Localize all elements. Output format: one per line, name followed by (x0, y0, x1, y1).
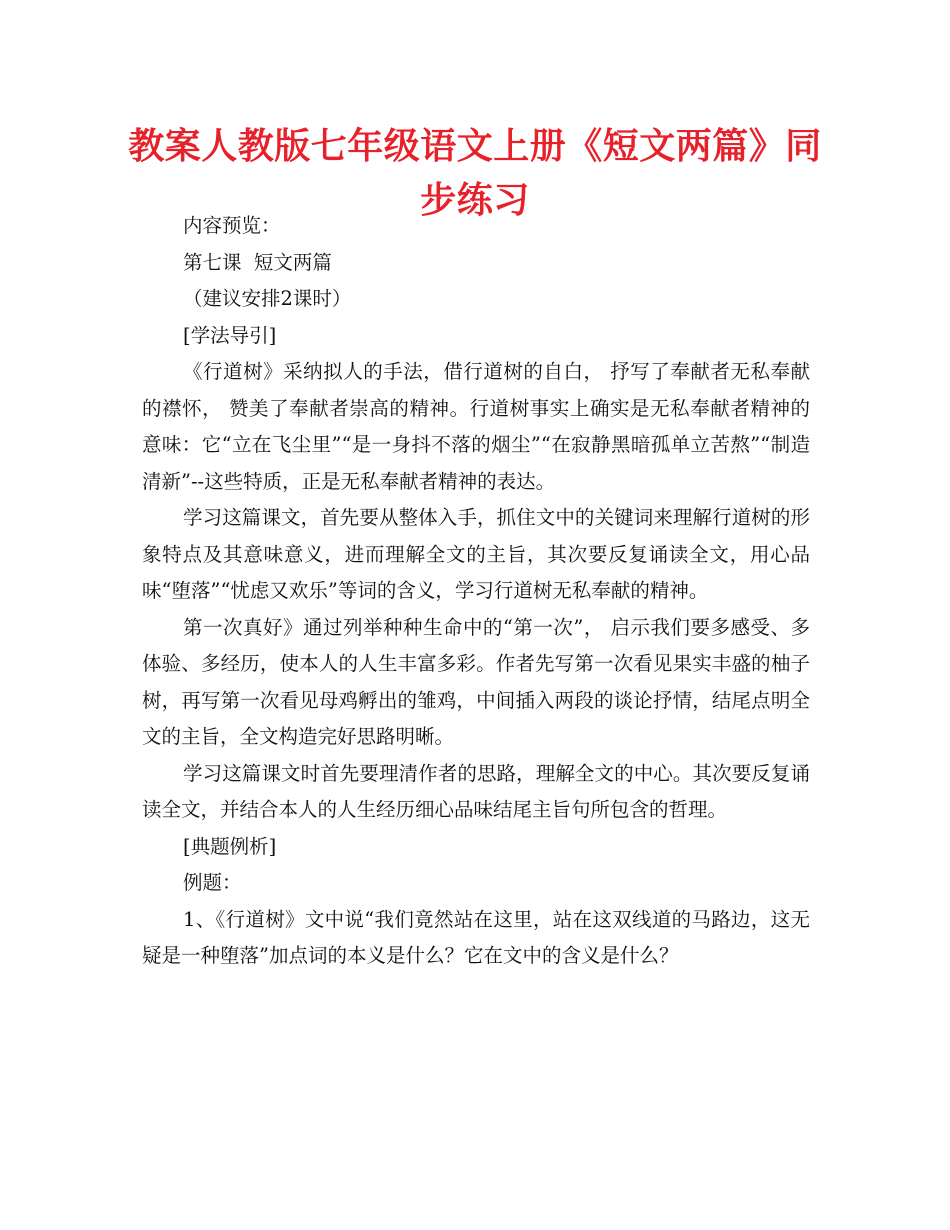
section-examples-heading: [典题例析] (183, 834, 277, 858)
paragraph-diyici-study: 学习这篇课文时首先要理清作者的思路，理解全文的中心。其次要反复诵读全文，并结合本人的人生经历细心品味结尾主旨句所包含的哲理。 (142, 761, 810, 821)
document-body (142, 208, 810, 975)
lesson-schedule: （建议安排2课时） (183, 287, 352, 310)
section-guide-heading: [学法导引] (183, 323, 277, 347)
example-label: 例题： (183, 871, 242, 894)
preview-label: 内容预览： (183, 214, 281, 237)
document-title: 教案人教版七年级语文上册《短文两篇》同步练习 (128, 126, 822, 221)
example-question-1: 1、《行道树》文中说“我们竟然站在这里，站在这双线道的马路边，这无疑是一种堕落”加点词的本义是什么？它在文中的含义是什么？ (142, 907, 810, 967)
paragraph-xingdaoshu-study: 学习这篇课文，首先要从整体入手，抓住文中的关键词来理解行道树的形象特点及其意味意义，进而理解全文的主旨，其次要反复诵读全文，用心品味“堕落”“忧虑又欢乐”等词的含义，学习行道树无私奉献的精神。 (142, 506, 810, 602)
paragraph-xingdaoshu-intro: 《行道树》采纳拟人的手法，借行道树的自白， 抒写了奉献者无私奉献的襟怀， 赞美了奉献者崇高的精神。行道树事实上确实是无私奉献者精神的意味：它“立在飞尘里”“是一身抖不落的烟尘”“在寂静黑暗孤单立苦熬”“制造清新”--这些特质，正是无私奉献者精神的表达。 (142, 360, 810, 493)
lesson-title: 第七课 短文两篇 (183, 250, 332, 274)
paragraph-diyici-intro: 第一次真好》通过列举种种生命中的“第一次”， 启示我们要多感受、多体验、多经历，使本人的人生丰富多彩。作者先写第一次看见果实丰盛的柚子树，再写第一次看见母鸡孵出的雏鸡，中间插入两段的谈论抒情，结尾点明全文的主旨，全文构造完好思路明晰。 (142, 615, 810, 748)
